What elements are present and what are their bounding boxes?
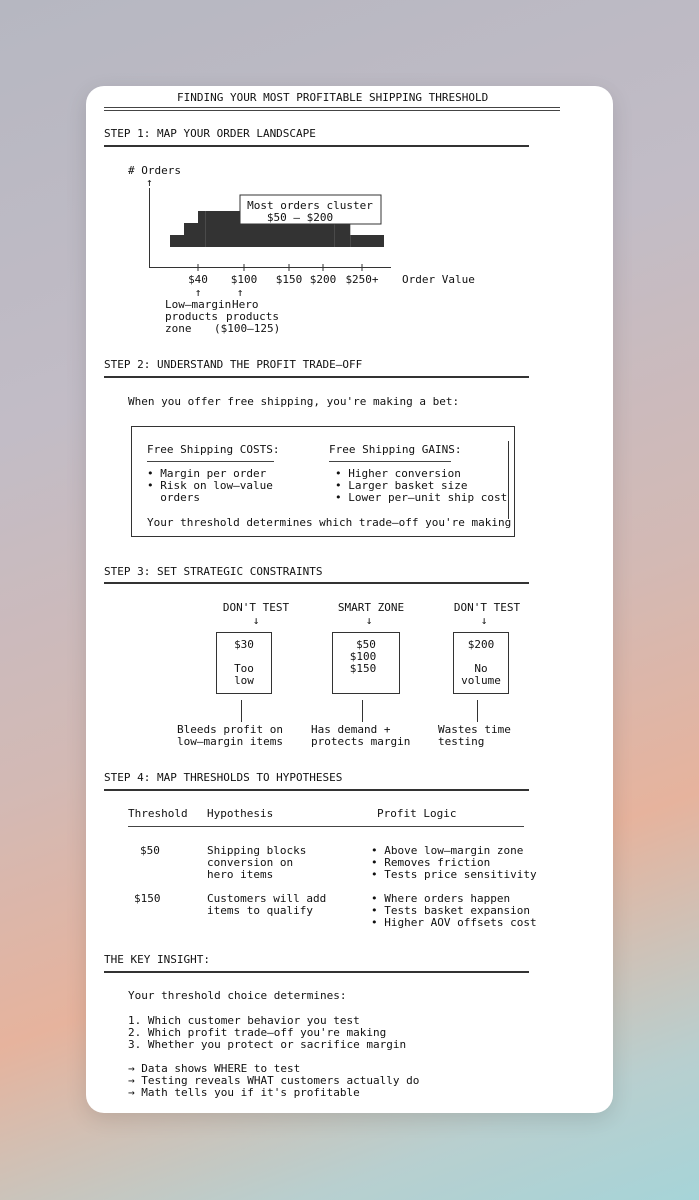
row-hypothesis: items to qualify (207, 904, 313, 917)
histogram-bar-2 (198, 211, 206, 247)
callout-line-1: Most orders cluster (247, 199, 373, 212)
tradeoff-footer: Your threshold determines which trade–off you're making (147, 516, 512, 529)
row-logic: • Removes friction (371, 856, 491, 869)
insight-numbered-item: 2. Which profit trade–off you're making (128, 1026, 387, 1039)
zone-low-note: Bleeds profit on (177, 723, 283, 736)
zone-low-box-line: $30 (234, 638, 254, 651)
callout-line-2: $50 – $200 (266, 211, 334, 224)
gains-item: • Higher conversion (335, 467, 461, 480)
zone-low-note: low–margin items (177, 735, 283, 748)
x-tick-label: $40 (188, 273, 208, 286)
zone-smart-note: protects margin (311, 735, 411, 748)
insight-divider (104, 971, 529, 973)
insight-intro: Your threshold choice determines: (128, 989, 347, 1002)
insight-numbered-item: 3. Whether you protect or sacrifice margin (128, 1038, 407, 1051)
tradeoff-box-inner-edge (508, 441, 509, 519)
title-divider (104, 110, 560, 111)
x-tick-label: $100 (230, 273, 258, 286)
zone-smart-connector (362, 700, 363, 722)
hero-line-1: Hero (232, 298, 259, 311)
hero-arrow: ↑ (236, 286, 244, 299)
gains-underline (329, 461, 451, 462)
zone-low-label: DON'T TEST (222, 601, 290, 614)
low-margin-arrow: ↑ (194, 286, 202, 299)
insight-numbered-item: 1. Which customer behavior you test (128, 1014, 360, 1027)
zone-smart-note: Has demand + (311, 723, 391, 736)
row-threshold: $50 (140, 844, 160, 857)
zone-high-label: DON'T TEST (453, 601, 521, 614)
step4-divider (104, 789, 529, 791)
costs-title: Free Shipping COSTS: (147, 443, 280, 456)
row-threshold: $150 (134, 892, 161, 905)
zone-high-arrow: ↓ (480, 614, 488, 627)
step4-heading: STEP 4: MAP THRESHOLDS TO HYPOTHESES (104, 771, 343, 784)
zone-smart-box-line: $50 (356, 638, 376, 651)
step1-heading: STEP 1: MAP YOUR ORDER LANDSCAPE (104, 127, 316, 140)
row-hypothesis: Shipping blocks (207, 844, 307, 857)
col-header-threshold: Threshold (128, 807, 188, 820)
gains-item: • Larger basket size (335, 479, 468, 492)
zone-low-box-line: low (234, 674, 254, 687)
zone-high-box-line: $200 (467, 638, 495, 651)
histogram-bar-1 (184, 223, 198, 247)
step2-divider (104, 376, 529, 378)
y-axis-arrow: ↑ (146, 176, 153, 189)
step1-divider (104, 145, 529, 147)
costs-underline (147, 461, 274, 462)
zone-smart-arrow: ↓ (365, 614, 373, 627)
y-axis-label: # Orders (128, 164, 181, 177)
row-logic: • Above low–margin zone (371, 844, 524, 857)
low-margin-line-3: zone (165, 322, 192, 335)
zone-high-note: testing (438, 735, 485, 748)
step3-heading: STEP 3: SET STRATEGIC CONSTRAINTS (104, 565, 323, 578)
table-header-rule (128, 826, 524, 827)
row-logic: • Tests price sensitivity (371, 868, 537, 881)
row-hypothesis: Customers will add (207, 892, 327, 905)
insight-heading: THE KEY INSIGHT: (104, 953, 210, 966)
gains-item: • Lower per–unit ship cost (335, 491, 508, 504)
row-logic: • Where orders happen (371, 892, 511, 905)
zone-high-box-line: No (474, 662, 488, 675)
row-logic: • Higher AOV offsets cost (371, 916, 537, 929)
low-margin-line-2: products (165, 310, 218, 323)
histogram-bar-0 (170, 235, 184, 247)
zone-low-connector (241, 700, 242, 722)
row-logic: • Tests basket expansion (371, 904, 530, 917)
gains-title: Free Shipping GAINS: (329, 443, 462, 456)
step2-intro: When you offer free shipping, you're making a bet: (128, 395, 460, 408)
zone-smart-box-line: $150 (349, 662, 377, 675)
low-margin-line-1: Low–margin (165, 298, 232, 311)
zone-high-note: Wastes time (438, 723, 511, 736)
x-tick-label: $200 (309, 273, 337, 286)
zone-smart-label: SMART ZONE (337, 601, 405, 614)
insight-arrow-item: → Math tells you if it's profitable (128, 1086, 360, 1099)
zone-high-box-line: volume (461, 674, 501, 687)
histogram-bar-6 (350, 235, 384, 247)
step3-divider (104, 582, 529, 584)
costs-item: • Margin per order (147, 467, 267, 480)
x-tick-label: $150 (275, 273, 303, 286)
costs-item: • Risk on low–value (147, 479, 273, 492)
zone-high-connector (477, 700, 478, 722)
x-axis-label: Order Value (402, 273, 475, 286)
step2-heading: STEP 2: UNDERSTAND THE PROFIT TRADE–OFF (104, 358, 363, 371)
x-tick-label: $250+ (345, 273, 379, 286)
title-divider (104, 107, 560, 108)
row-hypothesis: conversion on (207, 856, 294, 869)
zone-low-box-line: Too (234, 662, 254, 675)
hero-line-2: products (226, 310, 279, 323)
zone-low-arrow: ↓ (252, 614, 260, 627)
zone-smart-box-line: $100 (349, 650, 377, 663)
page-title: FINDING YOUR MOST PROFITABLE SHIPPING THRESHOLD (177, 91, 489, 104)
col-header-logic: Profit Logic (377, 807, 457, 820)
histogram-bar-5 (335, 223, 351, 247)
insight-arrow-item: → Testing reveals WHAT customers actually do (128, 1074, 420, 1087)
costs-item: orders (147, 491, 200, 504)
row-hypothesis: hero items (207, 868, 274, 881)
hero-line-3: ($100–125) (214, 322, 281, 335)
col-header-hypothesis: Hypothesis (207, 807, 274, 820)
insight-arrow-item: → Data shows WHERE to test (128, 1062, 301, 1075)
infographic-card (86, 86, 613, 1113)
